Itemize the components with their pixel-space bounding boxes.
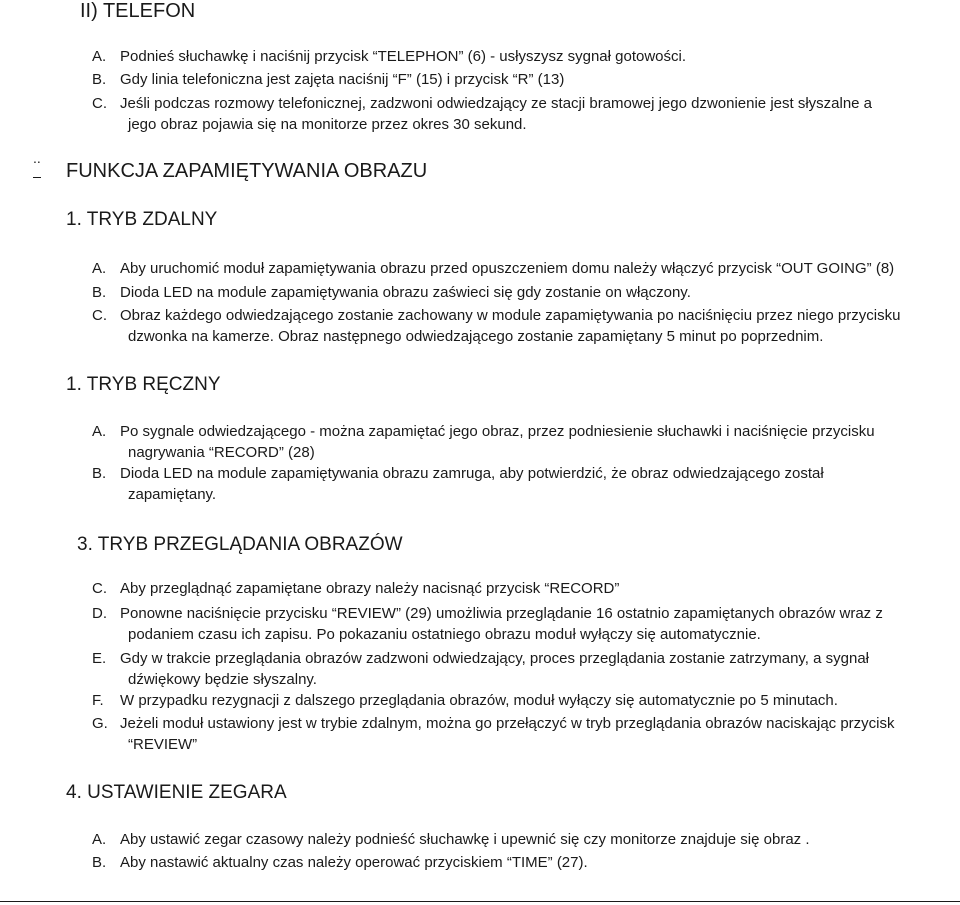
item-text: Dioda LED na module zapamiętywania obrazu zaświeci się gdy zostanie on włączony. [120,284,691,301]
item-text: Ponowne naciśnięcie przycisku “REVIEW” (29) umożliwia przeglądanie 16 ostatnio zapamiętanych obrazów wraz z [120,605,883,622]
item-letter: C. [92,95,107,112]
item-text: Gdy w trakcie przeglądania obrazów zadzwoni odwiedzający, proces przeglądania zostanie zatrzymany, a sygnał [120,650,869,667]
item-text: Po sygnale odwiedzającego - można zapamiętać jego obraz, przez podniesienie słuchawki i naciśnięcie przycisku [120,423,875,440]
item-letter: B. [92,465,107,482]
item-text: Dioda LED na module zapamiętywania obrazu zamruga, aby potwierdzić, że obraz odwiedzającego został [120,465,824,482]
subsection-title: 1. TRYB ZDALNY [66,209,218,230]
item-letter: B. [92,284,107,301]
item-text: Aby przeglądnąć zapamiętane obrazy należy nacisnąć przycisk “RECORD” [120,580,620,597]
item-text: Aby ustawić zegar czasowy należy podnieść słuchawkę i upewnić się czy monitorze znajduje się obraz . [120,831,810,848]
item-continuation: jego obraz pojawia się na monitorze przez okres 30 sekund. [128,116,527,133]
item-continuation: zapamiętany. [128,486,217,503]
item-letter: C. [92,307,107,324]
section-heading-telefon: II) TELEFON [80,0,196,22]
subsection-title: 3. TRYB PRZEGLĄDANIA OBRAZÓW [77,534,403,555]
item-letter: A. [92,423,107,440]
item-letter: A. [92,260,107,277]
item-continuation: “REVIEW” [128,736,198,753]
item-text: Aby nastawić aktualny czas należy operować przyciskiem “TIME” (27). [120,854,588,871]
item-continuation: nagrywania “RECORD” (28) [128,444,315,461]
item-letter: A. [92,48,107,65]
item-text: W przypadku rezygnacji z dalszego przeglądania obrazów, moduł wyłączy się automatycznie po 5 minutach. [120,692,838,709]
item-text: Gdy linia telefoniczna jest zajęta naciśnij “F” (15) i przycisk “R” (13) [120,71,565,88]
item-continuation: dźwiękowy będzie słyszalny. [128,671,317,688]
subsection-title: 4. USTAWIENIE ZEGARA [66,782,287,803]
item-letter: E. [92,650,107,667]
item-letter: B. [92,854,107,871]
item-continuation: dzwonka na kamerze. Obraz następnego odwiedzającego zostanie zapamiętany 5 minut po poprzednim. [128,328,824,345]
item-letter: C. [92,580,107,597]
section-heading-funkcja: FUNKCJA ZAPAMIĘTYWANIA OBRAZU [66,160,428,182]
marker-underline [33,177,41,178]
item-text: Jeśli podczas rozmowy telefonicznej, zadzwoni odwiedzający ze stacji bramowej jego dzwonienie jest słyszalne a [120,95,873,112]
bottom-divider [0,901,960,902]
item-letter: D. [92,605,107,622]
item-letter: F. [92,692,104,709]
item-text: Jeżeli moduł ustawiony jest w trybie zdalnym, można go przełączyć w tryb przeglądania obrazów naciskając przycisk [120,715,895,732]
item-continuation: podaniem czasu ich zapisu. Po pokazaniu ostatniego obrazu moduł wyłączy się automatycznie. [128,626,761,643]
item-letter: B. [92,71,107,88]
subsection-title: 1. TRYB RĘCZNY [66,374,221,395]
item-text: Obraz każdego odwiedzającego zostanie zachowany w module zapamiętywania po naciśnięciu przez niego przycisku [120,307,901,324]
item-text: Aby uruchomić moduł zapamiętywania obrazu przed opuszczeniem domu należy włączyć przycisk “OUT GOING” (8) [120,260,895,277]
item-letter: G. [92,715,108,732]
item-letter: A. [92,831,107,848]
marker-dots: .. [33,150,41,166]
item-text: Podnieś słuchawkę i naciśnij przycisk “TELEPHON” (6) - usłyszysz sygnał gotowości. [120,48,687,65]
